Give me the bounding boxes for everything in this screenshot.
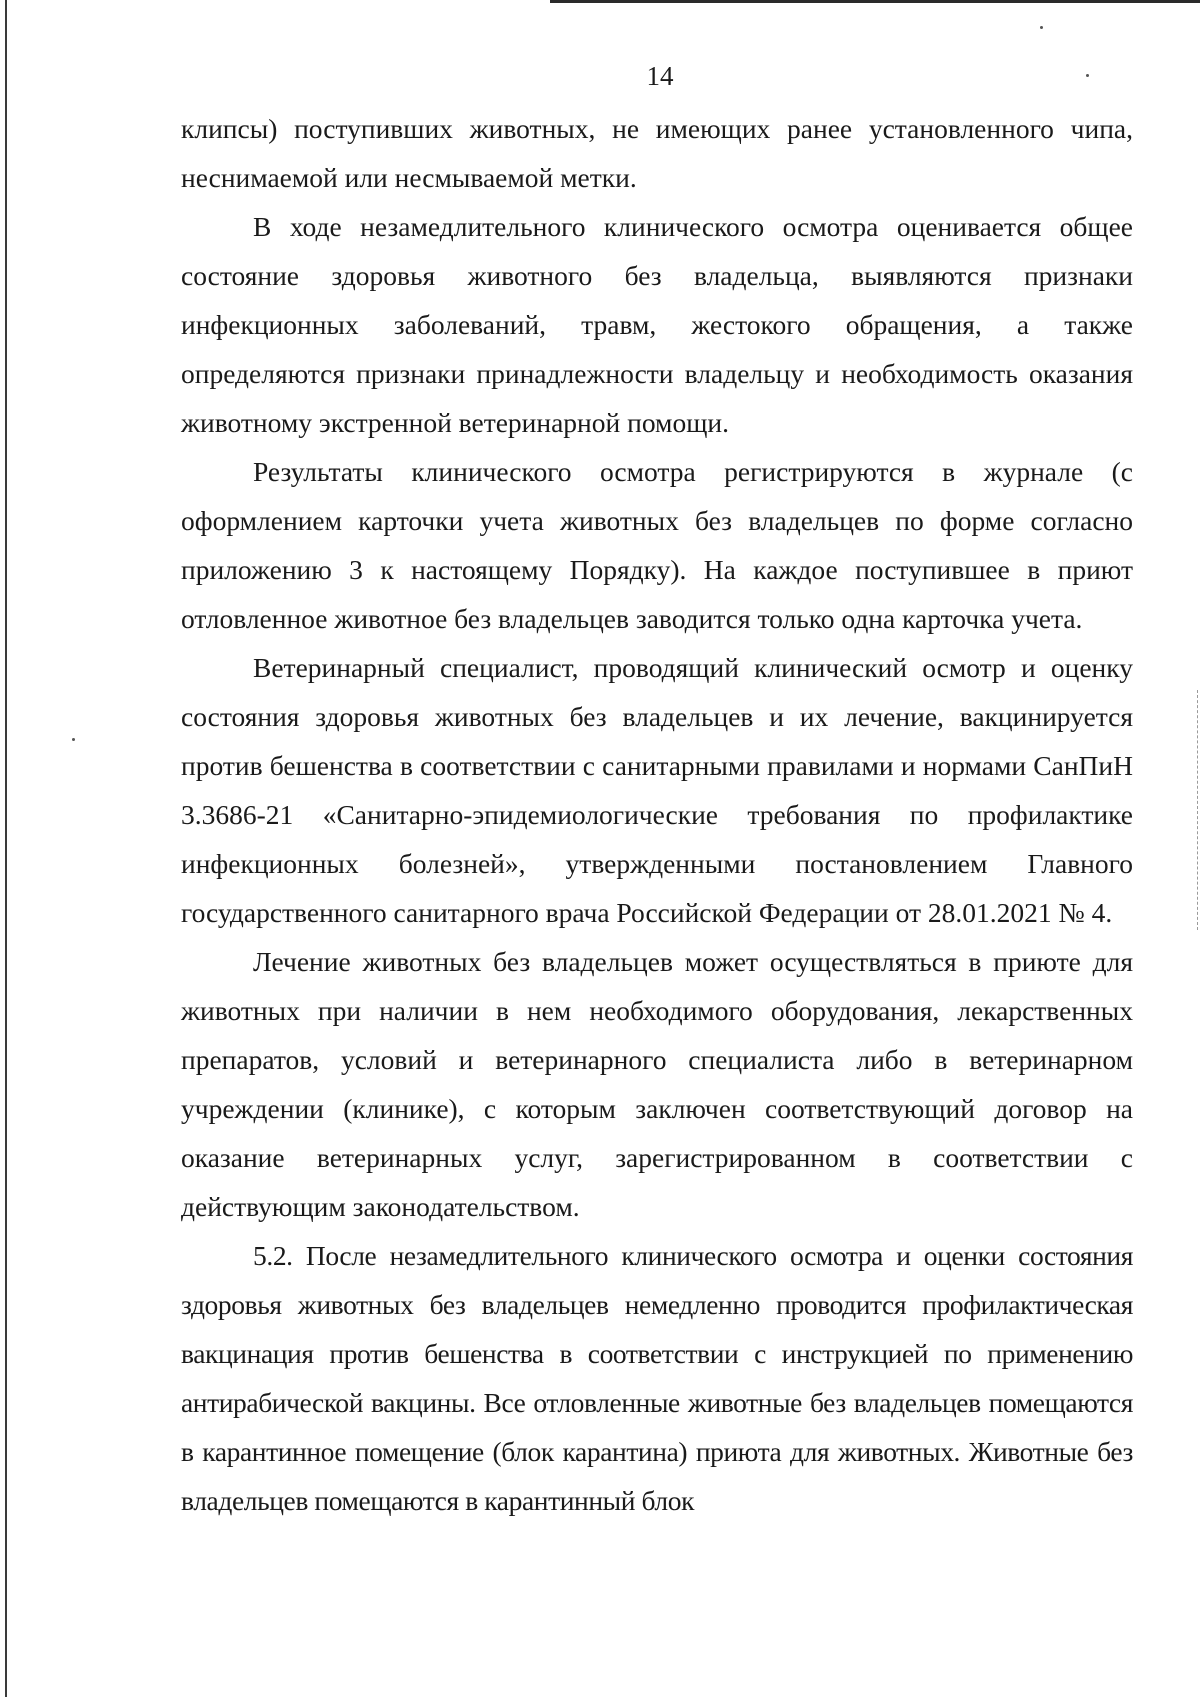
- paragraph: клипсы) поступивших животных, не имеющих ранее установленного чипа, неснимаемой или несмываемой метки.: [181, 113, 1133, 193]
- page-number: 14: [646, 61, 674, 91]
- paragraph: Ветеринарный специалист, проводящий клинический осмотр и оценку состояния здоровья животных без владельцев и их лечение, вакцинируется против бешенства в соответствии с санитарными правилами и нормами СанПиН 3.3686-21 «Санитарно-эпидемиологические требования по профилактике инфекционных болезней», утвержденными постановлением Главного государственного санитарного врача Российской Федерации от 28.01.2021 № 4.: [181, 652, 1133, 928]
- paragraph: 5.2. После незамедлительного клинического осмотра и оценки состояния здоровья животных без владельцев немедленно проводится профилактическая вакцинация против бешенства в соответствии с инструкцией по применению антирабической вакцины. Все отловленные животные без владельцев помещаются в карантинное помещение (блок карантина) приюта для животных. Животные без владельцев помещаются в карантинный блок: [181, 1240, 1133, 1516]
- scan-speck: [72, 738, 75, 741]
- scan-right-edge: [1197, 690, 1199, 930]
- scan-left-edge: [5, 0, 7, 1697]
- scan-top-edge: [550, 0, 1200, 3]
- body-text: [181, 104, 1133, 1525]
- scan-speck: [1040, 26, 1043, 29]
- paragraph: Результаты клинического осмотра регистрируются в журнале (с оформлением карточки учета животных без владельцев по форме согласно приложению 3 к настоящему Порядку). На каждое поступившее в приют отловленное животное без владельцев заводится только одна карточка учета.: [181, 456, 1133, 634]
- paragraph: В ходе незамедлительного клинического осмотра оценивается общее состояние здоровья животного без владельца, выявляются признаки инфекционных заболеваний, травм, жестокого обращения, а также определяются признаки принадлежности владельцу и необходимость оказания животному экстренной ветеринарной помощи.: [181, 211, 1133, 438]
- paragraph: Лечение животных без владельцев может осуществляться в приюте для животных при наличии в нем необходимого оборудования, лекарственных препаратов, условий и ветеринарного специалиста либо в ветеринарном учреждении (клинике), с которым заключен соответствующий договор на оказание ветеринарных услуг, зарегистрированном в соответствии с действующим законодательством.: [181, 946, 1133, 1222]
